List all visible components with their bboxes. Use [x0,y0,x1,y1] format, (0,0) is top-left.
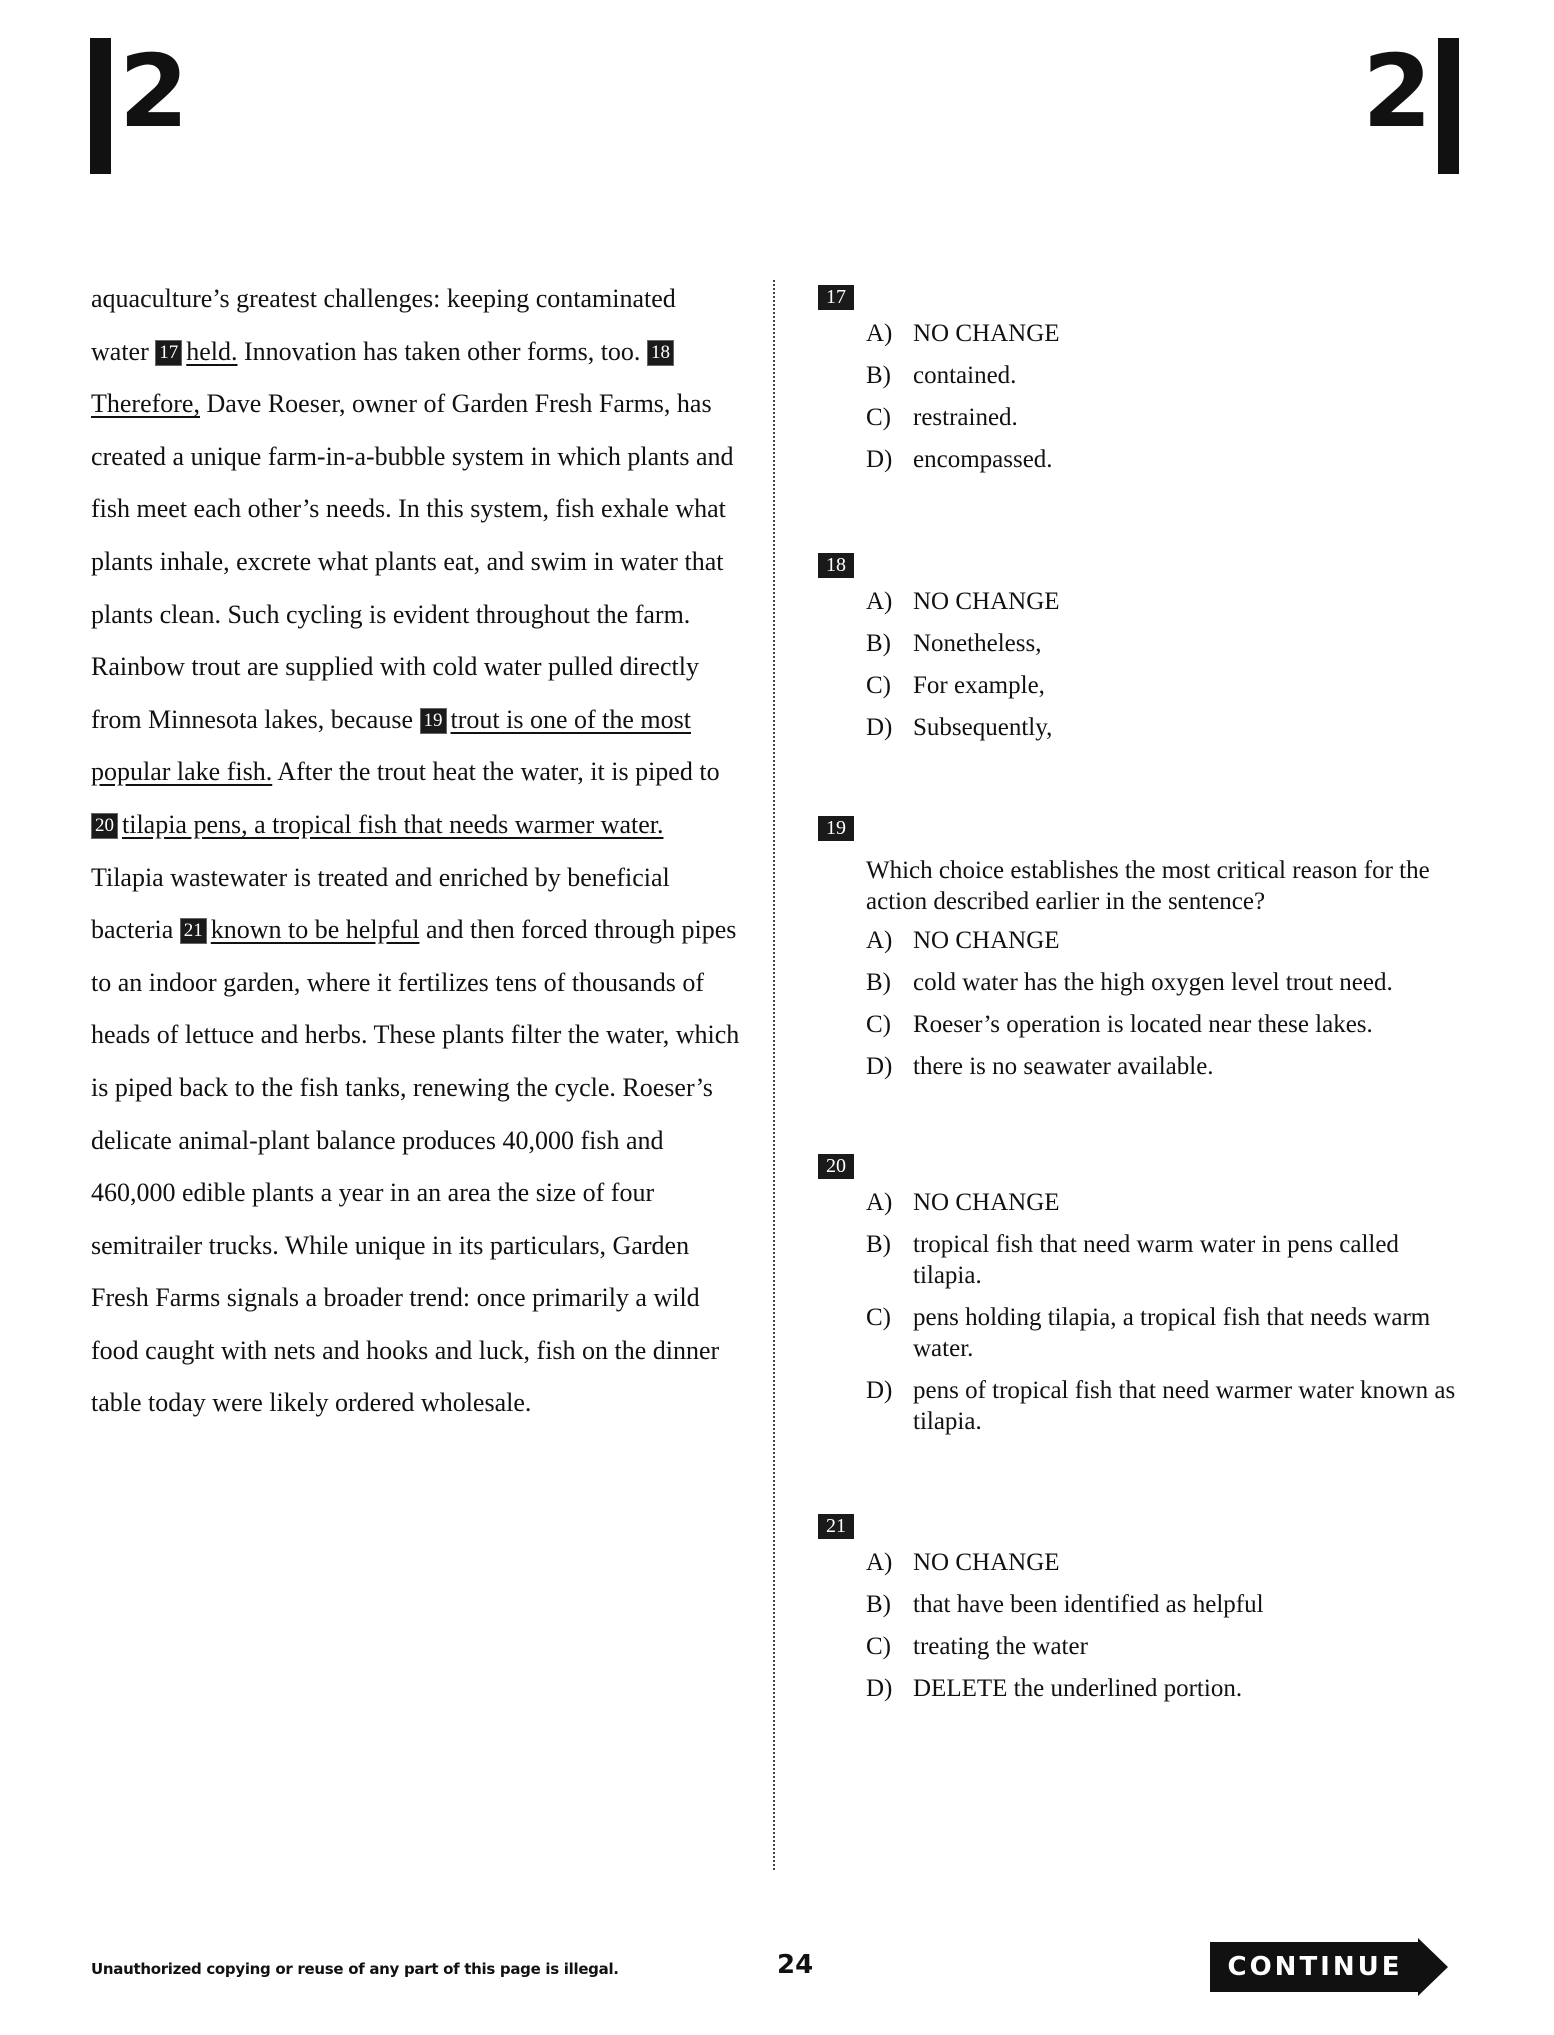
question-marker-21[interactable]: 21 [180,918,207,944]
option-a[interactable] [866,1547,1458,1578]
question-marker-18[interactable]: 18 [647,340,674,366]
option-b[interactable] [866,967,1458,998]
option-letter: C) [866,1011,891,1038]
option-text: treating the water [913,1633,1088,1660]
underlined-18[interactable]: Therefore, [91,389,200,419]
header-bar [90,38,111,174]
option-d[interactable] [866,1375,1458,1437]
option-letter: D) [866,1053,893,1080]
option-b[interactable] [866,360,1458,391]
passage-text-21: and then forced through pipes to an indoor garden, where it fertilizes tens of thousands of heads of lettuce and herbs. These plants filter the water, which is piped back to the fish tanks, renewing the cycle. Roeser’s delicate animal-plant balance produces 40,000 fish and 460,000 edible plants a year in an area the size of four semitrailer trucks. While unique in its particulars, Garden Fresh Farms signals a broader trend: once primarily a wild food caught with nets and hooks and luck, fish on the dinner table today were likely ordered wholesale. [91,915,740,1418]
option-text: restrained. [913,404,1018,431]
answer-options [866,1187,1458,1437]
option-letter: D) [866,714,893,741]
continue-label: CONTINUE [1227,1952,1403,1982]
option-letter: C) [866,404,891,431]
option-text: cold water has the high oxygen level trout need. [913,969,1393,996]
option-text: NO CHANGE [913,588,1060,615]
option-letter: B) [866,969,891,996]
option-letter: D) [866,1675,893,1702]
option-a[interactable] [866,1187,1458,1218]
option-letter: A) [866,1549,893,1576]
question-number: 18 [818,553,854,578]
passage-line: aquaculture’s greatest challenges: keeping contaminated [91,284,676,313]
section-number-left: 2 [119,33,187,150]
underlined-17[interactable]: held. [186,336,238,366]
passage [91,273,741,1430]
option-c[interactable] [866,402,1458,433]
option-letter: A) [866,588,893,615]
option-b[interactable] [866,1589,1458,1620]
option-d[interactable] [866,712,1458,743]
option-letter: C) [866,672,891,699]
question-19 [818,816,1458,1154]
option-letter: A) [866,1189,893,1216]
option-letter: B) [866,1591,891,1618]
option-text: For example, [913,672,1045,699]
option-text: tropical fish that need warm water in pens called tilapia. [913,1231,1399,1289]
option-text: Subsequently, [913,714,1053,741]
option-text: NO CHANGE [913,1549,1060,1576]
question-number: 19 [818,816,854,841]
answer-options [866,318,1458,475]
option-d[interactable] [866,1051,1458,1082]
option-a[interactable] [866,925,1458,956]
passage-text-19: After the trout heat the water, it is piped to [272,757,720,787]
question-column [818,285,1458,1715]
section-header-left [90,33,187,174]
option-text: Nonetheless, [913,630,1042,657]
passage-text [91,273,741,1430]
option-text: pens holding tilapia, a tropical fish that needs warm water. [913,1304,1431,1362]
option-text: encompassed. [913,446,1053,473]
option-letter: A) [866,320,893,347]
option-text: NO CHANGE [913,320,1060,347]
option-text: there is no seawater available. [913,1053,1214,1080]
answer-options [866,1547,1458,1704]
passage-text-17: Innovation has taken other forms, too. [237,336,641,366]
option-a[interactable] [866,318,1458,349]
option-b[interactable] [866,628,1458,659]
option-text: NO CHANGE [913,1189,1060,1216]
option-letter: D) [866,1377,893,1404]
option-c[interactable] [866,1631,1458,1662]
section-number-right: 2 [1362,33,1430,150]
option-c[interactable] [866,1009,1458,1040]
question-21 [818,1514,1458,1704]
passage-text-18: Dave Roeser, owner of Garden Fresh Farms, has created a unique farm-in-a-bubble system in which plants and fish meet each other’s needs. In this system, fish exhale what plants inhale, excrete what plants eat, and swim in water that plants clean. Such cycling is evident throughout the farm. Rainbow trout are supplied with cold water pulled directly from Minnesota lakes, because [91,389,734,734]
answer-options [866,586,1458,743]
option-text: NO CHANGE [913,927,1060,954]
underlined-20[interactable]: tilapia pens, a tropical fish that needs warmer water. [122,809,664,839]
question-20 [818,1154,1458,1514]
option-letter: B) [866,1231,891,1258]
question-stem: Which choice establishes the most critical reason for the action described earlier in the sentence? [866,857,1430,915]
header-bar [1438,38,1459,174]
option-text: Roeser’s operation is located near these lakes. [913,1011,1373,1038]
option-letter: A) [866,927,893,954]
passage-text-17-lead: water [91,336,149,366]
underlined-19[interactable]: trout is one of the most popular lake fish. [91,704,691,787]
copyright-notice: Unauthorized copying or reuse of any part of this page is illegal. [91,1960,619,1978]
question-number: 21 [818,1514,854,1539]
option-text: DELETE the underlined portion. [913,1675,1243,1702]
option-d[interactable] [866,1673,1458,1704]
question-17 [818,285,1458,553]
option-letter: D) [866,446,893,473]
page-number: 24 [777,1950,814,1980]
question-marker-20[interactable]: 20 [91,813,118,839]
section-header-right [1362,33,1459,174]
question-number: 20 [818,1154,854,1179]
option-text: that have been identified as helpful [913,1591,1264,1618]
column-divider [773,280,775,1870]
option-letter: B) [866,362,891,389]
option-c[interactable] [866,1302,1458,1364]
question-18 [818,553,1458,816]
underlined-21[interactable]: known to be helpful [210,915,420,945]
passage-text-20: Tilapia wastewater is treated and enriched by beneficial bacteria [91,862,670,945]
option-letter: B) [866,630,891,657]
question-marker-17[interactable]: 17 [155,340,182,366]
option-d[interactable] [866,444,1458,475]
option-c[interactable] [866,670,1458,701]
option-text: pens of tropical fish that need warmer water known as tilapia. [913,1377,1456,1435]
question-marker-19[interactable]: 19 [420,708,447,734]
option-b[interactable] [866,1229,1458,1291]
answer-options [866,925,1458,1082]
continue-button[interactable] [1210,1938,1448,1996]
question-number: 17 [818,285,854,310]
option-letter: C) [866,1633,891,1660]
option-a[interactable] [866,586,1458,617]
option-letter: C) [866,1304,891,1331]
option-text: contained. [913,362,1017,389]
